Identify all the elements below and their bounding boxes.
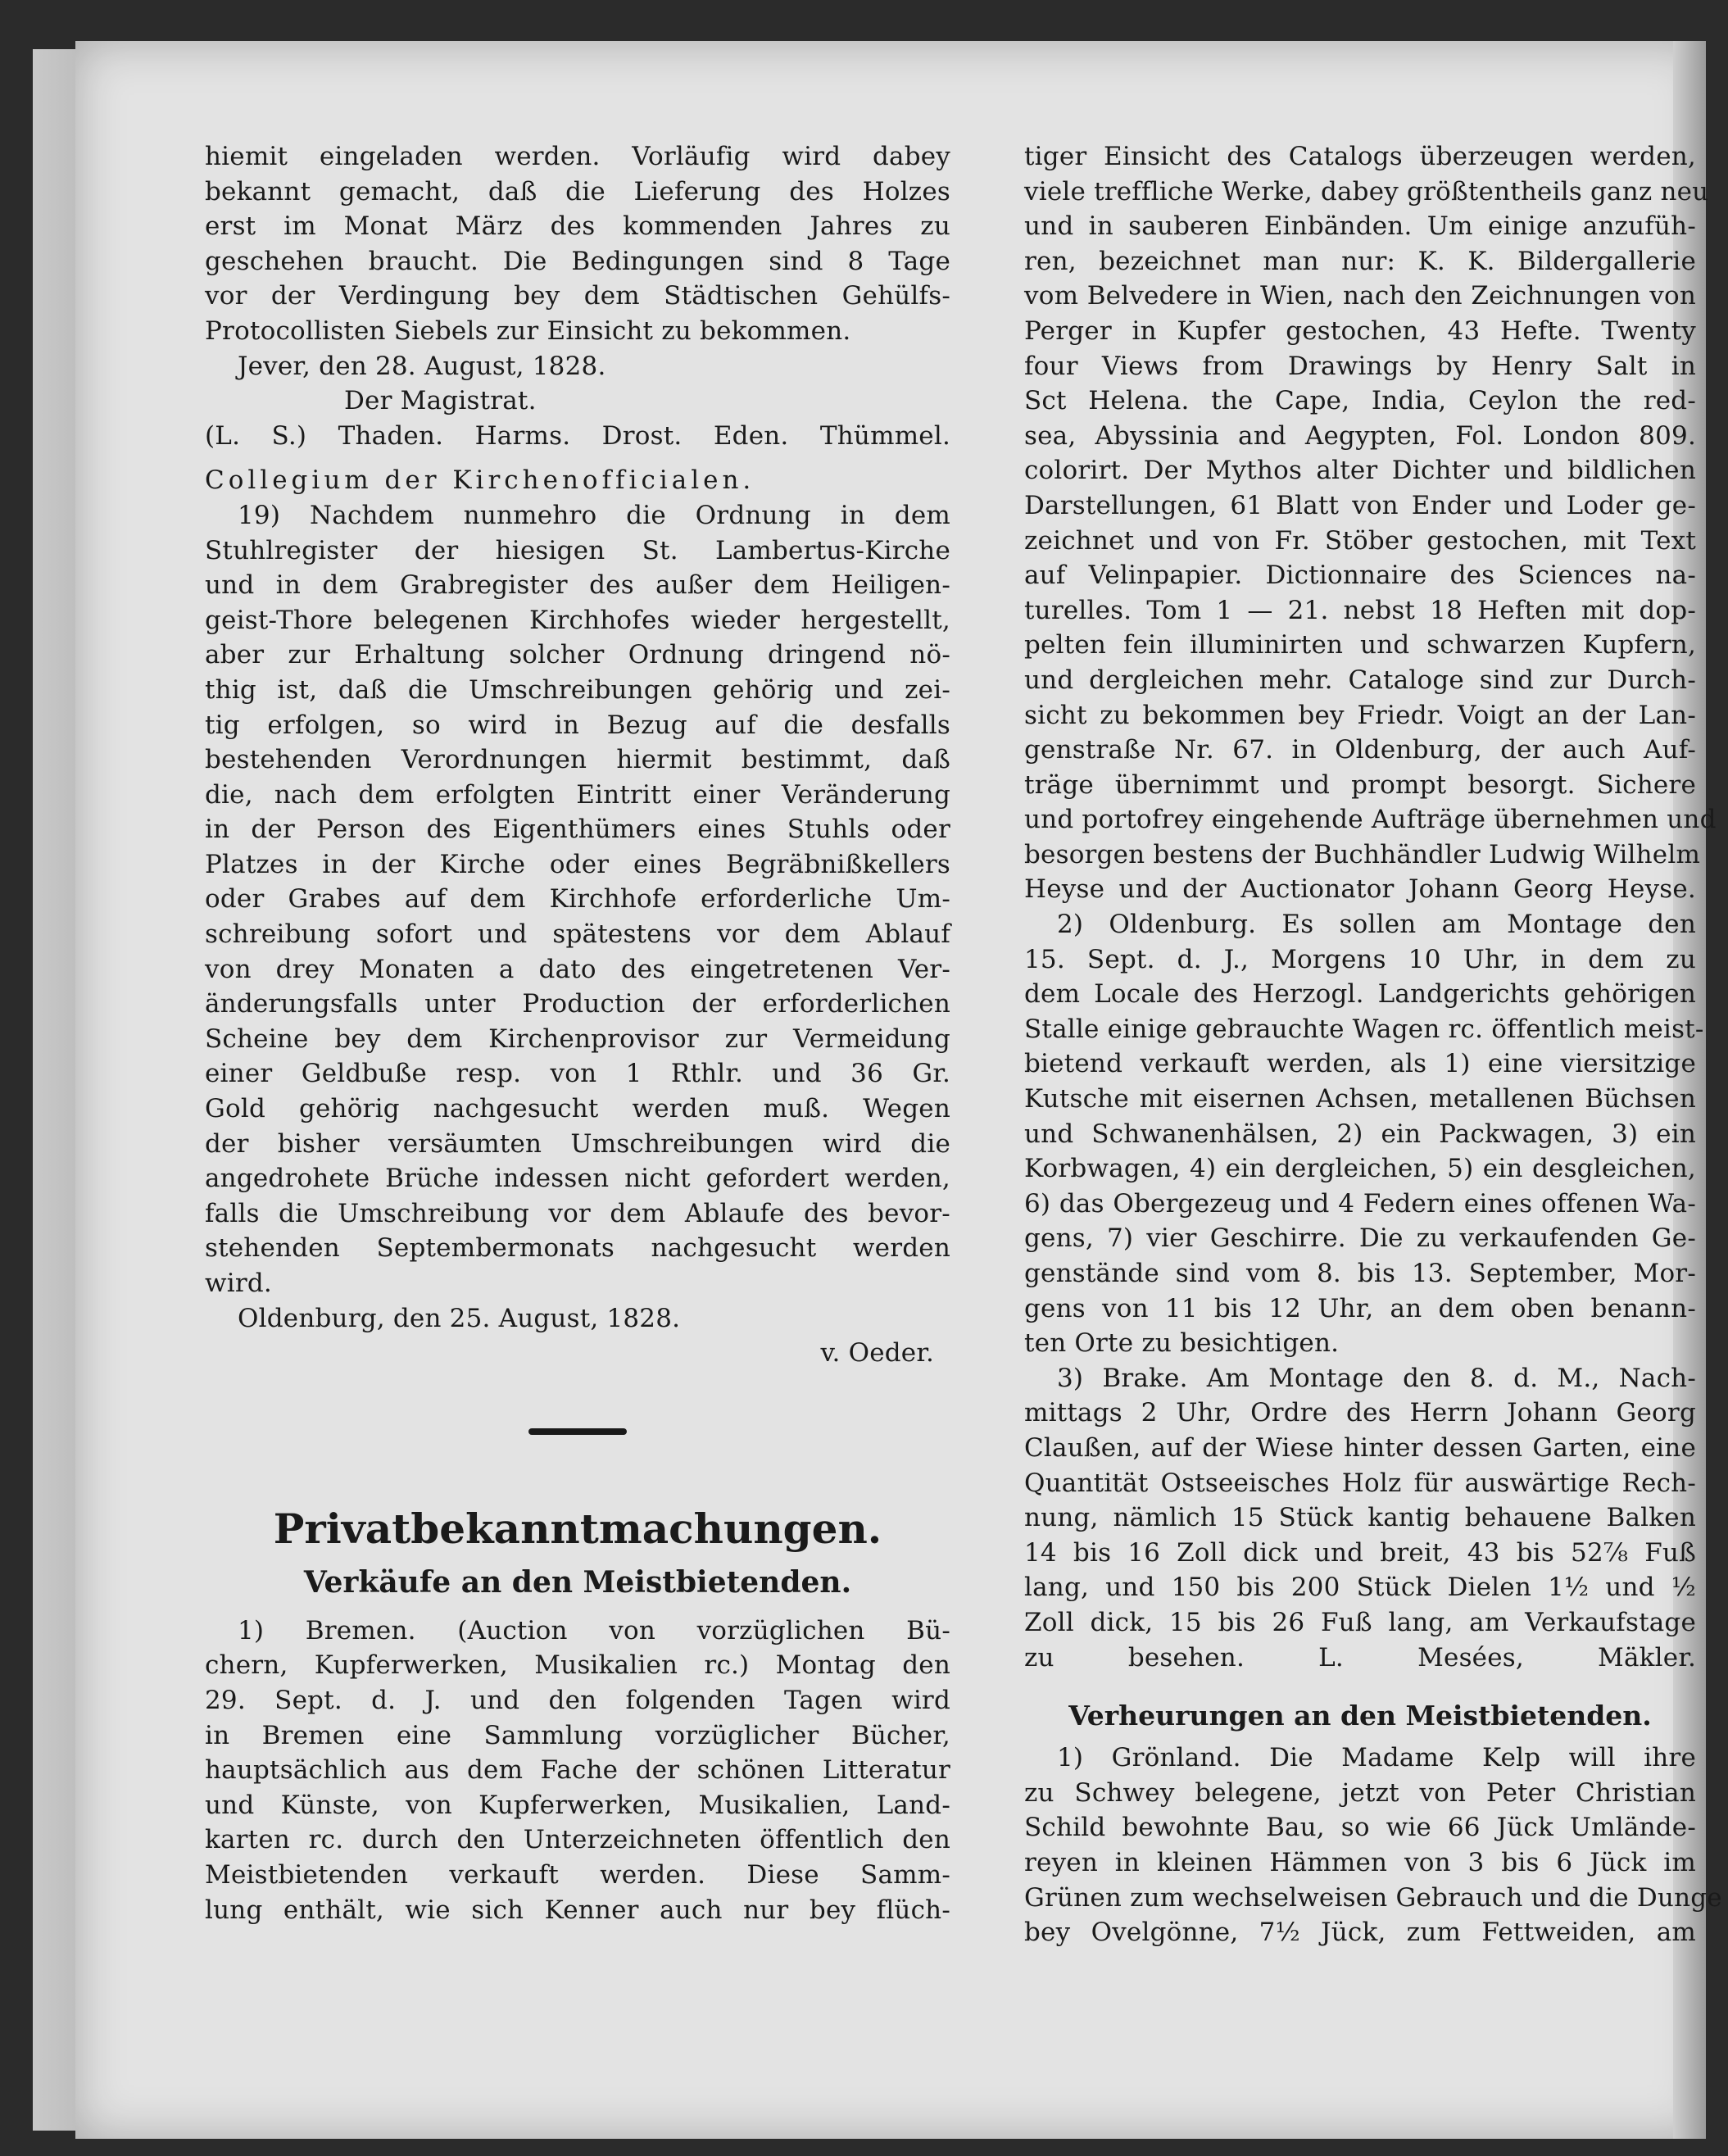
text-line: in Bremen eine Sammlung vorzüglicher Bücher,	[205, 1720, 950, 1750]
text-line: ren, bezeichnet man nur: K. K. Bildergallerie	[1024, 246, 1696, 276]
text-line: einer Geldbuße resp. von 1 Rthlr. und 36 Gr.	[205, 1059, 950, 1089]
text-line: zeichnet und von Fr. Stöber gestochen, mit Text	[1024, 525, 1696, 556]
page-edge	[33, 49, 82, 2131]
text-line: 3) Brake. Am Montage den 8. d. M., Nach-	[1057, 1363, 1696, 1393]
dateline-jever: Jever, den 28. August, 1828.	[238, 351, 606, 381]
text-line: zu Schwey belegene, jetzt von Peter Christian	[1024, 1777, 1696, 1808]
signer-oeder: v. Oeder.	[820, 1338, 934, 1368]
text-line: sea, Abyssinia and Aegypten, Fol. London 809.	[1024, 420, 1696, 451]
text-line: Meistbietenden verkauft werden. Diese Samm-	[205, 1859, 950, 1890]
left-column	[205, 139, 950, 1927]
text-line: karten rc. durch den Unterzeichneten öffentlich den	[205, 1825, 950, 1855]
text-line: Grünen zum wechselweisen Gebrauch und die Dunge	[1024, 1882, 1722, 1913]
text-line: hiemit eingeladen werden. Vorläufig wird dabey	[205, 142, 950, 171]
text-line: Sct Helena. the Cape, India, Ceylon the red-	[1024, 386, 1696, 416]
text-line: angedrohete Brüche indessen nicht gefordert werden,	[205, 1164, 950, 1194]
text-line: erst im Monat März des kommenden Jahres zu	[205, 211, 950, 242]
text-line: und Schwanenhälsen, 2) ein Packwagen, 3) ein	[1024, 1119, 1696, 1149]
text-line: lang, und 150 bis 200 Stück Dielen 1½ und ½	[1024, 1573, 1696, 1603]
text-line: bietend verkauft werden, als 1) eine viersitzige	[1024, 1049, 1696, 1079]
text-line: ten Orte zu besichtigen.	[1024, 1328, 1340, 1359]
text-line: lung enthält, wie sich Kenner auch nur bey flüch-	[205, 1895, 950, 1925]
text-line: in der Person des Eigenthümers eines Stuhls oder	[205, 815, 950, 845]
text-line: Quantität Ostseeisches Holz für auswärtige Rech-	[1024, 1468, 1696, 1498]
text-line: und in sauberen Einbänden. Um einige anzufüh-	[1024, 211, 1696, 242]
text-line: 29. Sept. d. J. und den folgenden Tagen wird	[205, 1685, 950, 1715]
text-line: auf Velinpapier. Dictionnaire des Sciences na-	[1024, 561, 1696, 591]
text-line: von drey Monaten a dato des eingetretenen Ver-	[205, 954, 950, 984]
text-line: tiger Einsicht des Catalogs überzeugen werden,	[1024, 142, 1696, 171]
text-line: geschehen braucht. Die Bedingungen sind 8 Tage	[205, 246, 950, 276]
text-line: und portofrey eingehende Aufträge übernehmen und	[1024, 805, 1717, 835]
notice-oldenburg	[1024, 907, 1704, 1361]
heading-verheurungen: Verheurungen an den Meistbietenden.	[1068, 1700, 1652, 1732]
text-line: träge übernimmt und prompt besorgt. Sichere	[1024, 769, 1696, 800]
text-line: und Künste, von Kupferwerken, Musikalien, Land-	[205, 1790, 950, 1820]
text-line: Heyse und der Auctionator Johann Georg Heyse.	[1024, 874, 1696, 905]
text-line: aber zur Erhaltung solcher Ordnung dringend nö-	[205, 640, 950, 670]
text-line: pelten fein illuminirten und schwarzen Kupfern,	[1024, 630, 1696, 660]
text-line: stehenden Septembermonats nachgesucht werden	[205, 1233, 950, 1264]
text-line: Korbwagen, 4) ein dergleichen, 5) ein desgleichen,	[1024, 1154, 1696, 1184]
text-line: bey Ovelgönne, 7½ Jück, zum Fettweiden, am	[1024, 1918, 1696, 1948]
text-line: Stalle einige gebrauchte Wagen rc. öffentlich meist-	[1024, 1014, 1704, 1044]
text-line: Kutsche mit eisernen Achsen, metallenen Büchsen	[1024, 1084, 1696, 1114]
text-line: genstraße Nr. 67. in Oldenburg, der auch Auf-	[1024, 735, 1696, 765]
text-line: 14 bis 16 Zoll dick und breit, 43 bis 52⅞ Fuß	[1024, 1537, 1696, 1568]
notice-brake	[1024, 1361, 1696, 1675]
text-line: schreibung sofort und spätestens vor dem Ablauf	[205, 919, 950, 950]
text-line: und in dem Grabregister des außer dem Heiligen-	[205, 570, 950, 601]
text-line: falls die Umschreibung vor dem Ablaufe des bevor-	[205, 1198, 950, 1228]
text-line: bekannt gemacht, daß die Lieferung des Holzes	[205, 176, 950, 207]
section-divider	[528, 1428, 627, 1435]
text-line: nung, nämlich 15 Stück kantig behauene Balken	[1024, 1503, 1696, 1533]
text-line: Platzes in der Kirche oder eines Begräbnißkellers	[205, 849, 950, 879]
text-line: hauptsächlich aus dem Fache der schönen Litteratur	[205, 1755, 950, 1786]
text-line: 15. Sept. d. J., Morgens 10 Uhr, in dem zu	[1024, 944, 1696, 974]
text-line: 2) Oldenburg. Es sollen am Montage den	[1057, 910, 1696, 940]
text-line: die, nach dem erfolgten Eintritt einer Veränderung	[205, 779, 950, 810]
text-line: zu besehen. L. Mesées, Mäkler.	[1024, 1642, 1696, 1673]
text-line: Scheine bey dem Kirchenprovisor zur Vermeidung	[205, 1024, 950, 1054]
text-line: Zoll dick, 15 bis 26 Fuß lang, am Verkaufstage	[1024, 1607, 1696, 1637]
text-line: Gold gehörig nachgesucht werden muß. Wegen	[205, 1094, 950, 1124]
text-line: 6) das Obergezeug und 4 Federn eines offenen Wa-	[1024, 1188, 1696, 1219]
text-line: Darstellungen, 61 Blatt von Ender und Loder ge-	[1024, 490, 1696, 520]
notice-groenland	[1024, 1741, 1722, 1950]
text-line: Perger in Kupfer gestochen, 43 Hefte. Twenty	[1024, 315, 1696, 346]
text-line: gens von 11 bis 12 Uhr, an dem oben benann-	[1024, 1293, 1696, 1323]
text-line: four Views from Drawings by Henry Salt in	[1024, 351, 1696, 381]
text-line: oder Grabes auf dem Kirchhofe erforderliche Um-	[205, 884, 950, 915]
text-line: sicht zu bekommen bey Friedr. Voigt an der Lan-	[1024, 700, 1696, 730]
text-line: mittags 2 Uhr, Ordre des Herrn Johann Georg	[1024, 1398, 1696, 1428]
text-line: der bisher versäumten Umschreibungen wird die	[205, 1128, 950, 1159]
heading-collegium: Collegium der Kirchenofficialen.	[205, 465, 755, 496]
section-subtitle: Verkäufe an den Meistbietenden.	[303, 1564, 852, 1600]
text-line: tig erfolgen, so wird in Bezug auf die desfalls	[205, 710, 950, 740]
text-line: und dergleichen mehr. Cataloge sind zur Durch-	[1024, 665, 1696, 695]
text-line: 19) Nachdem nunmehro die Ordnung in dem	[238, 500, 950, 530]
text-line: 1) Grönland. Die Madame Kelp will ihre	[1057, 1743, 1696, 1773]
text-line: colorirt. Der Mythos alter Dichter und bildlichen	[1024, 456, 1696, 486]
notice-bremen	[205, 1614, 950, 1927]
text-line: besorgen bestens der Buchhändler Ludwig Wilhelm	[1024, 839, 1701, 869]
notice-bremen-continued	[1024, 139, 1717, 907]
text-line: änderungsfalls unter Production der erforderlichen	[205, 989, 950, 1019]
text-line: turelles. Tom 1 — 21. nebst 18 Heften mit dop-	[1024, 595, 1696, 625]
text-line: geist-Thore belegenen Kirchhofes wieder hergestellt,	[205, 605, 950, 635]
text-line: genstände sind vom 8. bis 13. September, Mor-	[1024, 1259, 1696, 1288]
text-line: Stuhlregister der hiesigen St. Lambertus-Kirche	[205, 535, 950, 565]
dateline-oldenburg: Oldenburg, den 25. August, 1828.	[238, 1303, 681, 1333]
right-column	[1024, 139, 1722, 1950]
notice-19	[205, 498, 950, 1301]
notice-continuation	[205, 139, 950, 349]
text-line: viele treffliche Werke, dabey größtentheils ganz neu	[1024, 176, 1709, 207]
text-line: thig ist, daß die Umschreibungen gehörig und zei-	[205, 674, 950, 705]
text-line: Schild bewohnte Bau, so wie 66 Jück Umlände-	[1024, 1813, 1696, 1843]
signers-line: (L. S.) Thaden. Harms. Drost. Eden. Thümmel.	[205, 420, 950, 451]
text-line: Claußen, auf der Wiese hinter dessen Garten, eine	[1024, 1432, 1696, 1463]
text-line: vom Belvedere in Wien, nach den Zeichnungen von	[1024, 281, 1696, 311]
text-line: gens, 7) vier Geschirre. Die zu verkaufenden Ge-	[1024, 1223, 1696, 1254]
text-line: chern, Kupferwerken, Musikalien rc.) Montag den	[205, 1650, 950, 1681]
text-line: reyen in kleinen Hämmen von 3 bis 6 Jück im	[1024, 1847, 1696, 1877]
text-line: Protocollisten Siebels zur Einsicht zu bekommen.	[205, 315, 851, 346]
text-line: vor der Verdingung bey dem Städtischen Gehülfs-	[205, 281, 950, 311]
text-line: dem Locale des Herzogl. Landgerichts gehörigen	[1024, 979, 1696, 1010]
section-title: Privatbekanntmachungen.	[273, 1504, 882, 1553]
text-line: bestehenden Verordnungen hiermit bestimmt, daß	[205, 745, 950, 775]
text-line: 1) Bremen. (Auction von vorzüglichen Bü-	[238, 1615, 950, 1645]
authority-magistrat: Der Magistrat.	[344, 386, 537, 416]
text-line: wird.	[205, 1269, 272, 1298]
